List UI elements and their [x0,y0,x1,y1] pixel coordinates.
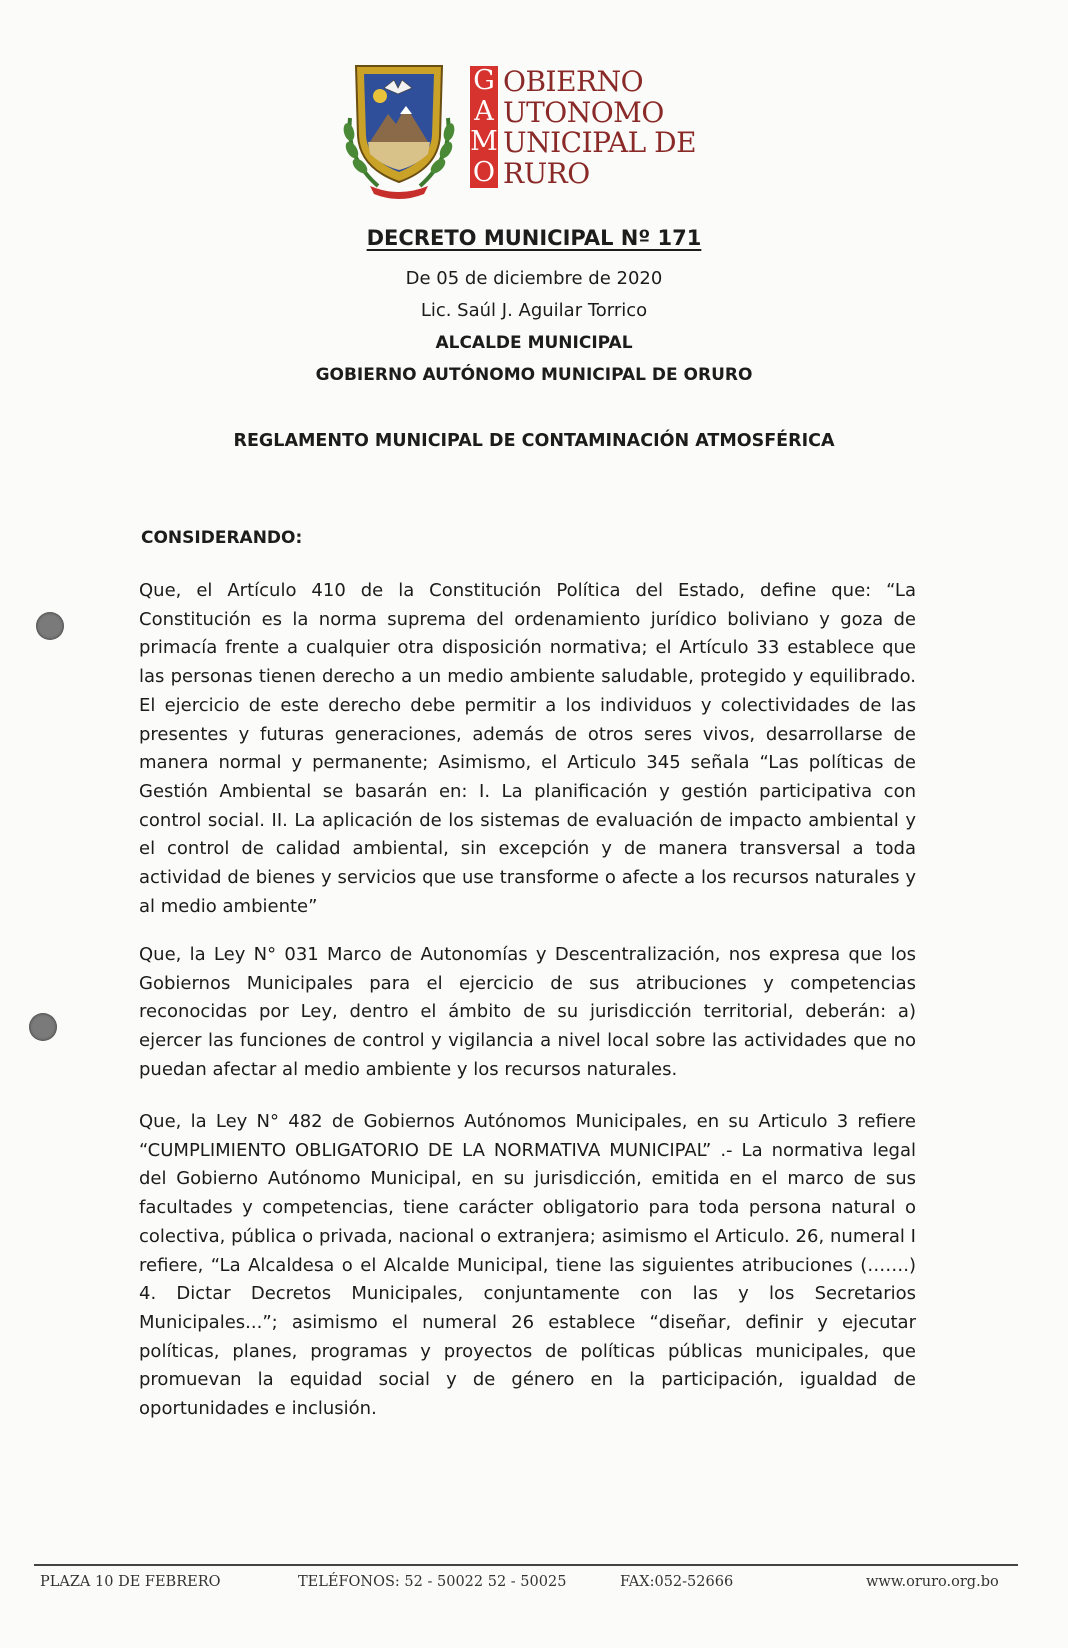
logo-initial: M [470,126,498,157]
decree-date: De 05 de diciembre de 2020 [405,268,663,289]
municipal-coat-of-arms-icon [340,58,458,200]
decree-title: DECRETO MUNICIPAL Nº 171 [366,226,702,250]
footer-website: www.oruro.org.bo [866,1574,999,1590]
punch-hole [29,1013,57,1041]
logo-word: OBIERNO [503,65,644,98]
regulation-title: REGLAMENTO MUNICIPAL DE CONTAMINACIÓN ATMOSFÉRICA [233,431,835,451]
logo-word: UTONOMO [503,95,664,129]
logo-initial: O [472,156,496,188]
paragraph: Que, la Ley N° 482 de Gobiernos Autónomos Municipales, en su Articulo 3 refiere “CUMPLIMIENTO OBLIGATORIO DE LA NORMATIVA MUNICIPAL” .- La normativa legal del Gobierno Autónomo Municipal, en su jurisdicción, emitida en el marco de sus facultades y competencias, tiene carácter obligatorio para toda persona natural o colectiva, pública o privada, nacional o extranjera; asimismo el Articulo. 26, numeral I refiere, “La Alcaldesa o el Alcalde Municipal, tiene las siguientes atribuciones (…….) 4. Dictar Decretos Municipales, conjuntamente con las y los Secretarios Municipales...”; asimismo el numeral 26 establece “diseñar, definir y ejecutar políticas, planes, programas y proyectos de políticas públicas municipales, que promuevan la equidad social y de género en la participación, igualdad de oportunidades e inclusión. [139,1111,916,1420]
section-heading: CONSIDERANDO: [141,528,303,548]
logo-initial: A [474,95,494,127]
footer-phones: TELÉFONOS: 52 - 50022 52 - 50025 [298,1574,567,1590]
logo-wordmark [470,66,740,188]
decree-position: ALCALDE MUNICIPAL [435,333,633,353]
footer-divider [34,1564,1018,1566]
logo-word: RURO [503,156,590,190]
logo-initial: G [473,65,495,96]
decree-institution: GOBIERNO AUTÓNOMO MUNICIPAL DE ORURO [315,365,753,385]
paragraph: Que, el Artículo 410 de la Constitución Política del Estado, define que: “La Constitución es la norma suprema del ordenamiento jurídico boliviano y goza de primacía frente a cualquier otra disposición normativa; el Artículo 33 establece que las personas tienen derecho a un medio ambiente saludable, protegido y equilibrado. El ejercicio de este derecho debe permitir a los individuos y colectividades de las presentes y futuras generaciones, además de otros seres vivos, desarrollarse de manera normal y permanente; Asimismo, el Articulo 345 señala “Las políticas de Gestión Ambiental se basarán en: I. La planificación y gestión participativa con control social. II. La aplicación de los sistemas de evaluación de impacto ambiental y el control de calidad ambiental, sin excepción y de manera transversal a toda actividad de bienes y servicios que use transforme o afecte a los recursos naturales y al medio ambiente” [139,580,916,917]
punch-hole [36,612,64,640]
logo-words [503,66,696,188]
footer-fax: FAX:052-52666 [620,1574,734,1590]
logo-word: UNICIPAL DE [503,126,697,159]
paragraph: Que, la Ley N° 031 Marco de Autonomías y Descentralización, nos expresa que los Gobiernos Municipales para el ejercicio de sus atribuciones y competencias reconocidas por Ley, dentro el ámbito de su jurisdicción territorial, deberán: a) ejercer las funciones de control y vigilancia a nivel local sobre las actividades que no puedan afectar al medio ambiente y los recursos naturales. [139,944,916,1080]
decree-signatory: Lic. Saúl J. Aguilar Torrico [420,300,648,321]
footer-address: PLAZA 10 DE FEBRERO [40,1574,221,1590]
logo-initials [470,66,498,188]
